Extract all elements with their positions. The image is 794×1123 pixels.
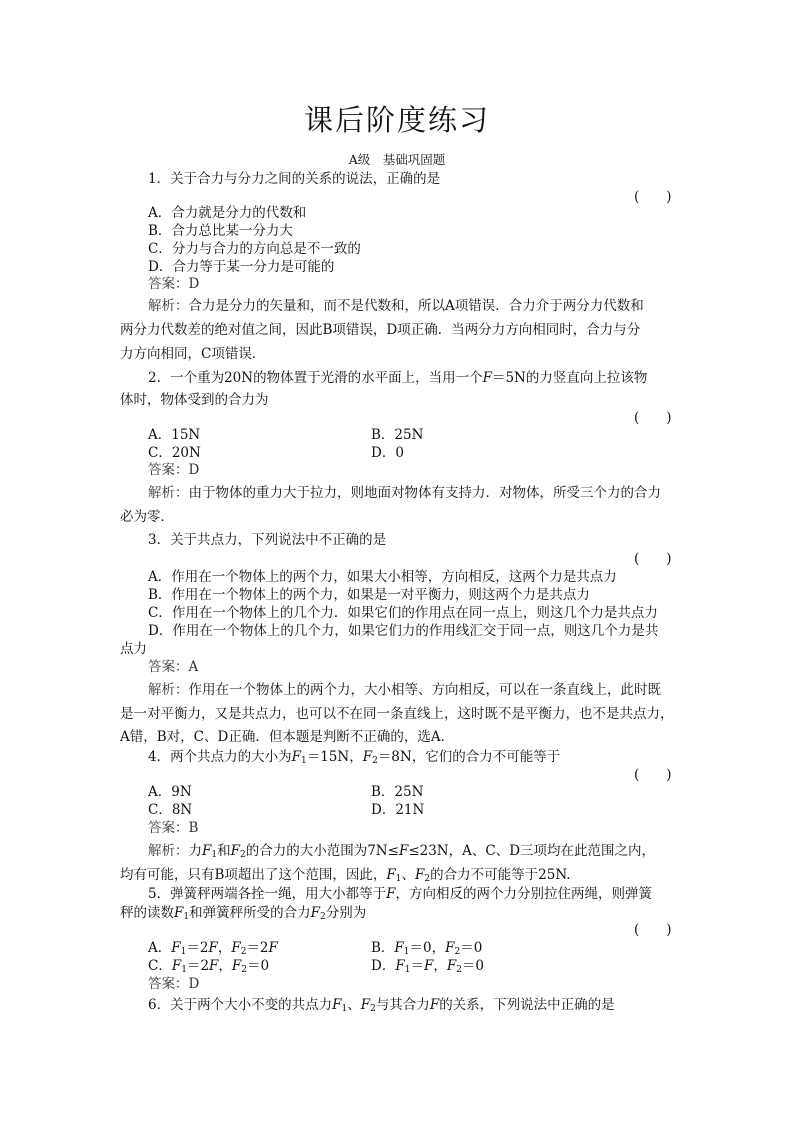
stem-text: 分别为 [325, 905, 367, 921]
answer-line [148, 975, 199, 993]
question-3-stem: 3．关于共点力，下列说法中不正确的是 [148, 532, 387, 548]
answer-value: D [188, 976, 200, 992]
stem-text: 6．关于两个大小不变的共点力 [148, 997, 333, 1013]
text: 均有可能，只有B项超出了这个范围，因此， [120, 867, 387, 883]
question-6-stem [148, 996, 615, 1018]
option: B．25N [371, 784, 424, 800]
answer-bracket: ( ) [634, 922, 672, 938]
text: ＝2 [246, 940, 269, 956]
answer-line [148, 658, 198, 676]
answer-label: 答案： [148, 820, 189, 836]
var-F: F [209, 958, 219, 974]
var-F: F [174, 905, 184, 921]
option: B．合力总比某一分力大 [148, 223, 293, 239]
var-F: F [202, 843, 212, 859]
explanation-line [148, 842, 655, 864]
subscript: 2 [319, 912, 326, 922]
text: 、 [401, 867, 416, 883]
option-cont: 点力 [120, 641, 147, 657]
var-F: F [386, 886, 396, 902]
option: C．8N [148, 802, 193, 818]
option: B．作用在一个物体上的两个力，如果是一对平衡力，则这两个力是共点力 [148, 587, 590, 603]
text: 和 [217, 843, 231, 859]
answer-value: A [188, 659, 199, 675]
stem-text: ＝5N的力竖直向上拉该物 [491, 370, 648, 386]
option-letter: C． [148, 958, 172, 974]
subscript: 1 [395, 874, 402, 884]
explanation-label: 解析： [148, 485, 189, 501]
explanation-line: 是一对平衡力，又是共点力，也可以不在同一条直线上，这时既不是平衡力，也不是共点力， [120, 706, 674, 722]
option-letter: D． [371, 958, 396, 974]
stem-text: ＝8N，它们的合力不可能等于 [377, 749, 561, 765]
var-F: F [171, 958, 182, 974]
answer-value: B [188, 820, 199, 836]
subscript: 2 [239, 850, 246, 860]
subscript: 1 [403, 947, 410, 957]
subscript: 1 [181, 965, 187, 975]
answer-label: 答案： [148, 462, 189, 478]
text: ， [431, 940, 446, 956]
subscript: 2 [241, 965, 248, 975]
answer-value: D [188, 462, 200, 478]
option: B．25N [371, 427, 424, 443]
option-letter: A． [148, 940, 172, 956]
section-heading: A级 基础巩固题 [348, 152, 446, 167]
option: A．合力就是分力的代数和 [148, 205, 307, 221]
answer-bracket: ( ) [634, 189, 672, 205]
subscript: 1 [341, 1004, 348, 1014]
text: ， [433, 958, 447, 974]
subscript: 2 [454, 947, 461, 957]
text: 的合力的大小范围为7N≤ [245, 843, 399, 859]
stem-text: 秤的读数 [120, 905, 174, 921]
stem-text: ，方向相反的两个力分别拉住两绳，则弹簧 [395, 886, 652, 902]
var-F: F [208, 940, 218, 956]
var-F: F [332, 997, 342, 1013]
stem-text: 4．两个共点力的大小为 [148, 749, 292, 765]
var-F: F [310, 905, 320, 921]
var-F: F [231, 958, 242, 974]
stem-text: 5．弹簧秤两端各拴一绳，用大小都等于 [148, 886, 387, 902]
question-1-stem: 1．关于合力与分力之间的关系的说法，正确的是 [148, 171, 441, 187]
explanation-line: A错，B对，C、D正确．但本题是判断不正确的，选A. [120, 729, 445, 745]
option: C．20N [148, 445, 201, 461]
var-F: F [398, 843, 409, 859]
text: ＝2 [186, 940, 209, 956]
explanation-label: 解析： [148, 682, 189, 698]
text: ＝0 [409, 940, 432, 956]
answer-bracket: ( ) [634, 767, 672, 783]
var-F: F [362, 749, 373, 765]
question-5-stem [148, 885, 652, 903]
explanation-text: 由于物体的重力大于拉力，则地面对物体有支持力．对物体，所受三个力的合力 [188, 485, 661, 501]
subscript: 1 [180, 947, 187, 957]
answer-line [148, 275, 199, 293]
text: 力 [188, 843, 202, 859]
text: ＝ [410, 958, 424, 974]
page-title: 课后阶度练习 [303, 103, 490, 137]
subscript: 2 [456, 965, 462, 975]
subscript: 2 [370, 1004, 376, 1014]
answer-label: 答案： [148, 659, 189, 675]
var-F: F [423, 958, 434, 974]
explanation-text: 合力是分力的矢量和，而不是代数和，所以A项错误．合力介于两分力代数和 [188, 298, 644, 314]
text: ， [217, 940, 232, 956]
option-letter: B． [371, 940, 395, 956]
subscript: 1 [183, 912, 190, 922]
option: D．0 [371, 445, 404, 461]
text: ≤23N，A、C、D三项均在此范围之内， [408, 843, 656, 859]
var-F: F [482, 370, 492, 386]
explanation-line [148, 681, 661, 699]
option: A．作用在一个物体上的两个力，如果大小相等，方向相反，这两个力是共点力 [148, 569, 617, 585]
answer-bracket: ( ) [634, 551, 672, 567]
option: C．作用在一个物体上的几个力．如果它们的作用点在同一点上，则这几个力是共点力 [148, 605, 658, 621]
question-2-stem-cont: 体时，物体受到的合力为 [120, 392, 269, 408]
option: D．21N [371, 802, 425, 818]
var-F: F [395, 958, 405, 974]
stem-text: ＝15N， [306, 749, 363, 765]
var-F: F [230, 843, 240, 859]
stem-text: 、 [347, 997, 361, 1013]
stem-text: 与其合力 [375, 997, 430, 1013]
text: ＝0 [461, 958, 485, 974]
explanation-line: 力方向相同，C项错误． [120, 346, 266, 362]
var-F: F [360, 997, 371, 1013]
explanation-line: 两分力代数差的绝对值之间，因此B项错误，D项正确．当两分力方向相同时，合力与分 [120, 322, 641, 338]
explanation-line: 必为零． [120, 509, 174, 525]
var-F: F [445, 940, 455, 956]
answer-label: 答案： [148, 276, 189, 292]
explanation-label: 解析： [148, 298, 189, 314]
subscript: 1 [211, 850, 218, 860]
question-5-stem-cont [120, 904, 366, 926]
var-F: F [446, 958, 457, 974]
option: D．作用在一个物体上的几个力，如果它们力的作用线汇交于同一点，则这几个力是共 [148, 623, 659, 639]
var-F: F [268, 940, 278, 956]
option: D．合力等于某一分力是可能的 [148, 259, 335, 275]
explanation-line [148, 484, 661, 502]
explanation-line [148, 297, 644, 315]
explanation-text: 作用在一个物体上的两个力，大小相等、方向相反，可以在一条直线上，此时既 [188, 682, 661, 698]
stem-text: 和弹簧秤所受的合力 [189, 905, 311, 921]
text: ， [218, 958, 232, 974]
subscript: 2 [372, 756, 378, 766]
var-F: F [429, 997, 440, 1013]
answer-line [148, 461, 199, 479]
text: 的合力不可能等于25N. [430, 867, 571, 883]
subscript: 2 [424, 874, 431, 884]
option: A．9N [148, 784, 192, 800]
answer-line [148, 819, 198, 837]
var-F: F [291, 749, 301, 765]
var-F: F [394, 940, 404, 956]
stem-text: 2．一个重为20N的物体置于光滑的水平面上，当用一个 [148, 370, 483, 386]
var-F: F [415, 867, 425, 883]
text: ＝2 [186, 958, 210, 974]
subscript: 1 [300, 756, 307, 766]
subscript: 1 [404, 965, 411, 975]
answer-bracket: ( ) [634, 410, 672, 426]
option: C．分力与合力的方向总是不一致的 [148, 241, 361, 257]
question-4-stem [148, 748, 560, 770]
answer-value: D [188, 276, 200, 292]
var-F: F [386, 867, 396, 883]
explanation-label: 解析： [148, 843, 189, 859]
var-F: F [171, 940, 181, 956]
question-2-stem [148, 369, 647, 387]
subscript: 2 [240, 947, 247, 957]
option [371, 957, 484, 979]
var-F: F [231, 940, 241, 956]
text: ＝0 [247, 958, 270, 974]
answer-label: 答案： [148, 976, 189, 992]
option: A．15N [148, 427, 201, 443]
stem-text: 的关系，下列说法中正确的是 [439, 997, 615, 1013]
text: ＝0 [460, 940, 483, 956]
